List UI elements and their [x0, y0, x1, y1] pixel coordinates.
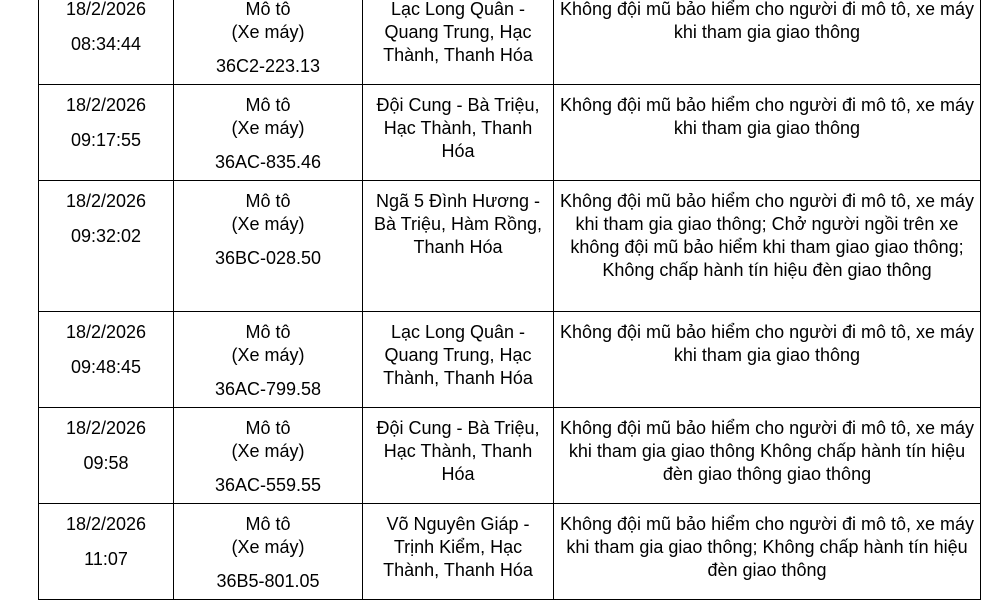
table-row [39, 0, 981, 85]
date: 18/2/2026 [65, 95, 147, 115]
date: 18/2/2026 [65, 418, 147, 438]
time: 11:07 [84, 549, 128, 569]
table-row [39, 504, 981, 600]
vehicle-subtype: (Xe máy) [231, 345, 305, 365]
vehicle-subtype: (Xe máy) [231, 537, 305, 557]
datetime-cell [39, 0, 174, 85]
vehicle-cell [174, 181, 363, 312]
time: 08:34:44 [70, 34, 142, 54]
location-cell [363, 504, 554, 600]
violation-cell [554, 408, 981, 504]
vehicle-cell [174, 85, 363, 181]
vehicle-type: Mô tô [245, 418, 291, 438]
location-cell [363, 0, 554, 85]
license-plate: 36C2-223.13 [215, 56, 321, 76]
time: 09:17:55 [70, 130, 142, 150]
violation: Không đội mũ bảo hiểm cho người đi mô tô, xe máy khi tham gia giao thông; Chở người ngồi trên xe không đội mũ bảo hiểm khi tham giao giao thông; Không chấp hành tín hiệu đèn giao thông [559, 191, 975, 280]
vehicle-type: Mô tô [245, 0, 291, 19]
vehicle-type: Mô tô [245, 322, 291, 342]
vehicle-type: Mô tô [245, 95, 291, 115]
location-cell [363, 408, 554, 504]
license-plate: 36BC-028.50 [214, 248, 322, 268]
location: Lạc Long Quân - Quang Trung, Hạc Thành, Thanh Hóa [383, 322, 533, 388]
vehicle-type: Mô tô [245, 514, 291, 534]
violation-cell [554, 181, 981, 312]
location: Đội Cung - Bà Triệu, Hạc Thành, Thanh Hóa [376, 418, 540, 484]
location: Ngã 5 Đình Hương - Bà Triệu, Hàm Rồng, Thanh Hóa [373, 191, 543, 257]
datetime-cell [39, 504, 174, 600]
vehicle-subtype: (Xe máy) [231, 214, 305, 234]
license-plate: 36B5-801.05 [216, 571, 320, 591]
vehicle-cell [174, 408, 363, 504]
vehicle-subtype: (Xe máy) [231, 118, 305, 138]
violation: Không đội mũ bảo hiểm cho người đi mô tô, xe máy khi tham gia giao thông [559, 322, 975, 365]
time: 09:32:02 [70, 226, 142, 246]
vehicle-type: Mô tô [245, 191, 291, 211]
violation: Không đội mũ bảo hiểm cho người đi mô tô, xe máy khi tham gia giao thông [559, 95, 975, 138]
table-row [39, 312, 981, 408]
violation-cell [554, 312, 981, 408]
vehicle-cell [174, 312, 363, 408]
datetime-cell [39, 85, 174, 181]
datetime-cell [39, 312, 174, 408]
date: 18/2/2026 [65, 514, 147, 534]
location: Võ Nguyên Giáp - Trịnh Kiểm, Hạc Thành, Thanh Hóa [383, 514, 533, 580]
table-row [39, 408, 981, 504]
date: 18/2/2026 [65, 0, 147, 19]
license-plate: 36AC-835.46 [214, 152, 322, 172]
location-cell [363, 85, 554, 181]
vehicle-cell [174, 0, 363, 85]
datetime-cell [39, 408, 174, 504]
vehicle-subtype: (Xe máy) [231, 22, 305, 42]
location-cell [363, 312, 554, 408]
license-plate: 36AC-559.55 [214, 475, 322, 495]
date: 18/2/2026 [65, 322, 147, 342]
vehicle-subtype: (Xe máy) [231, 441, 305, 461]
time: 09:48:45 [70, 357, 142, 377]
violations-table [38, 0, 981, 600]
violation-cell [554, 85, 981, 181]
table-row [39, 181, 981, 312]
location: Lạc Long Quân - Quang Trung, Hạc Thành, Thanh Hóa [383, 0, 533, 65]
location: Đội Cung - Bà Triệu, Hạc Thành, Thanh Hóa [376, 95, 540, 161]
datetime-cell [39, 181, 174, 312]
violation-cell [554, 504, 981, 600]
license-plate: 36AC-799.58 [214, 379, 322, 399]
location-cell [363, 181, 554, 312]
date: 18/2/2026 [65, 191, 147, 211]
violation: Không đội mũ bảo hiểm cho người đi mô tô, xe máy khi tham gia giao thông Không chấp hành tín hiệu đèn giao thông giao thông [559, 418, 975, 484]
time: 09:58 [83, 453, 129, 473]
table-row [39, 85, 981, 181]
violation: Không đội mũ bảo hiểm cho người đi mô tô, xe máy khi tham gia giao thông [559, 0, 975, 42]
violation-cell [554, 0, 981, 85]
violation: Không đội mũ bảo hiểm cho người đi mô tô, xe máy khi tham gia giao thông; Không chấp hành tín hiệu đèn giao thông [559, 514, 975, 580]
vehicle-cell [174, 504, 363, 600]
